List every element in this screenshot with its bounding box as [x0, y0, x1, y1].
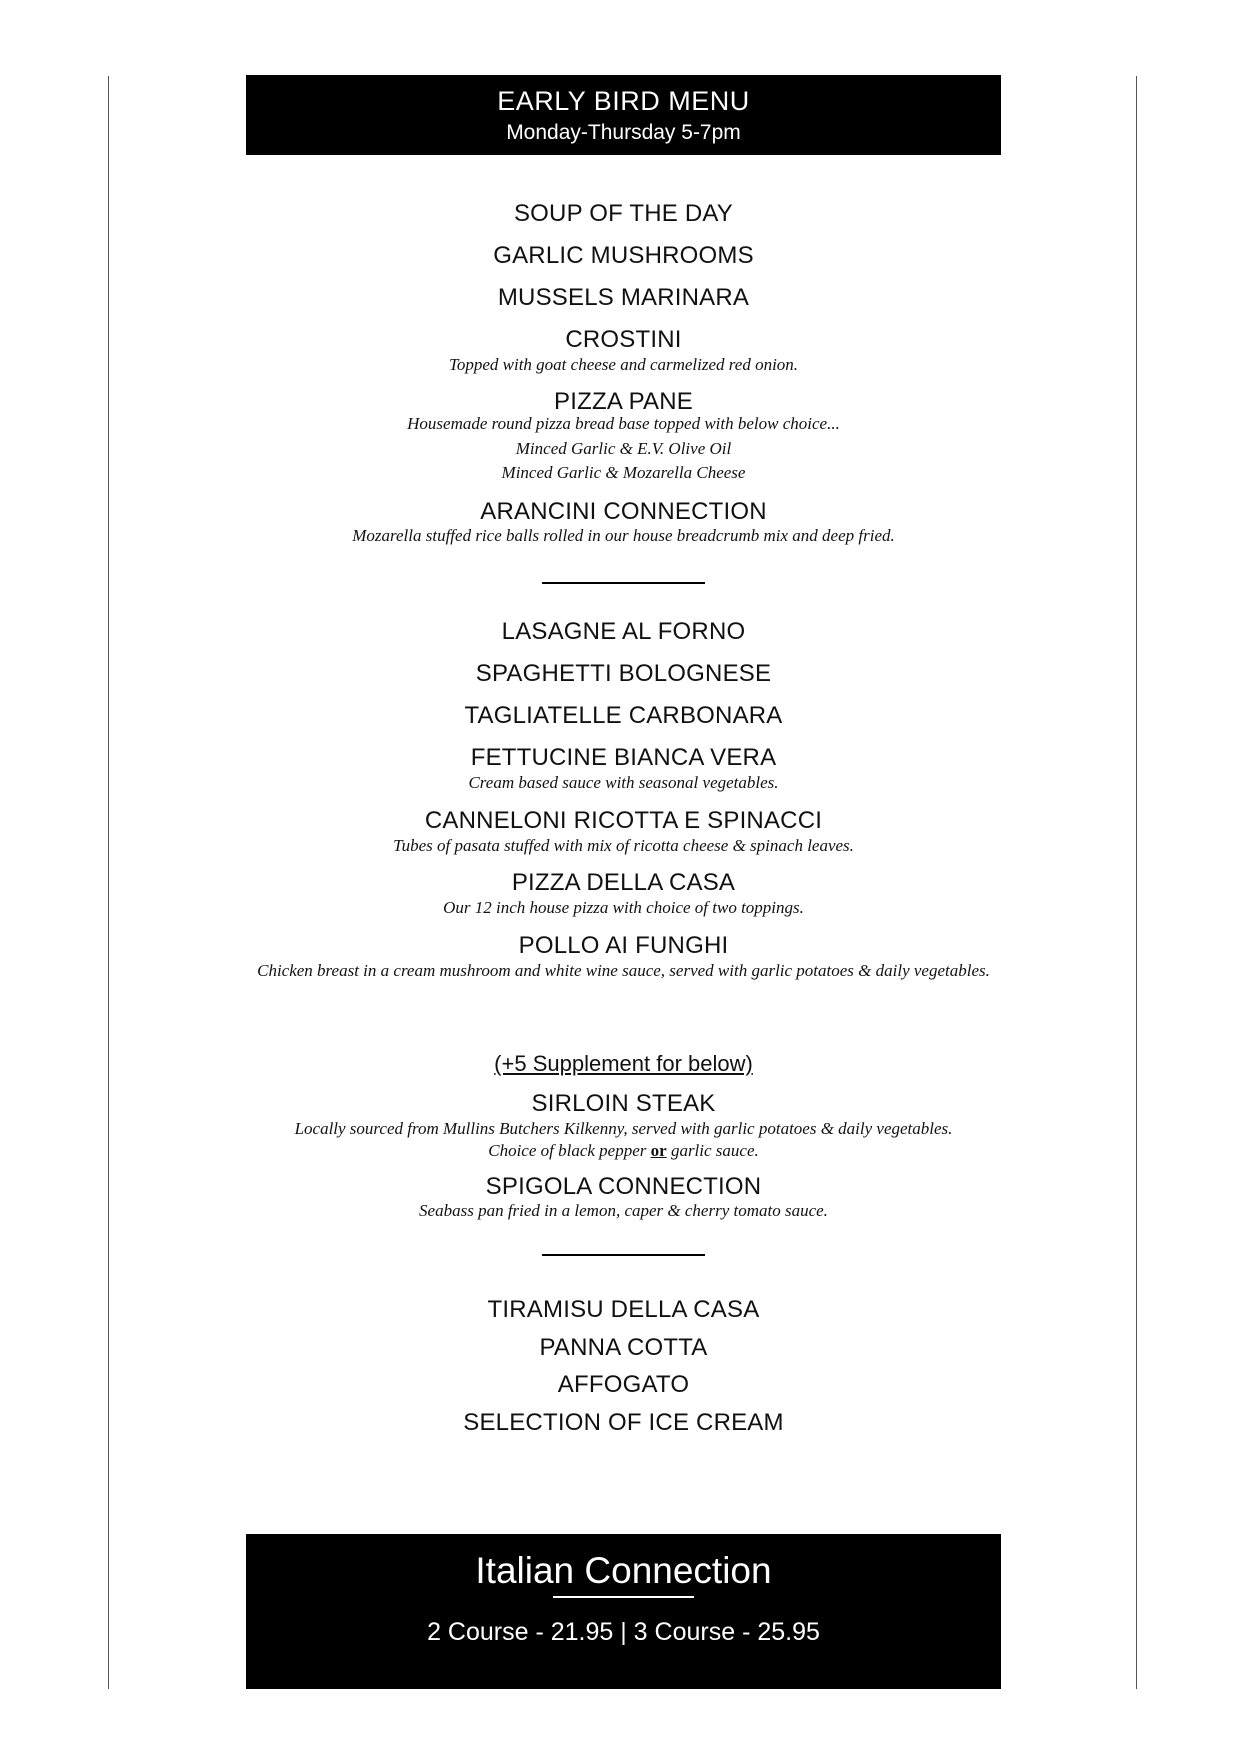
menu-hours: Monday-Thursday 5-7pm: [506, 121, 741, 144]
right-border-line: [1136, 76, 1137, 1689]
main-name: LASAGNE AL FORNO: [501, 618, 746, 645]
supplement-item-sauce-choice: Choice of black pepper or garlic sauce.: [488, 1141, 759, 1160]
supplement-item-name: SPIGOLA CONNECTION: [485, 1173, 762, 1200]
main-description: Chicken breast in a cream mushroom and white wine sauce, served with garlic potatoes & daily vegetables.: [257, 961, 990, 980]
dessert-name: PANNA COTTA: [539, 1334, 708, 1361]
course-prices: 2 Course - 21.95 | 3 Course - 25.95: [427, 1618, 820, 1646]
starter-name: GARLIC MUSHROOMS: [493, 242, 754, 269]
main-name: FETTUCINE BIANCA VERA: [470, 744, 777, 771]
main-description: Our 12 inch house pizza with choice of two toppings.: [443, 898, 804, 917]
left-border-line: [108, 76, 109, 1689]
dessert-name: SELECTION OF ICE CREAM: [463, 1409, 784, 1436]
menu-footer: [246, 1534, 1001, 1689]
section-divider: [542, 582, 705, 584]
main-name: POLLO AI FUNGHI: [518, 932, 729, 959]
starter-description: Mozarella stuffed rice balls rolled in our house breadcrumb mix and deep fried.: [352, 526, 895, 545]
starter-name: MUSSELS MARINARA: [497, 284, 750, 311]
starter-name: SOUP OF THE DAY: [513, 200, 734, 227]
main-name: TAGLIATELLE CARBONARA: [464, 702, 783, 729]
starter-description: Housemade round pizza bread base topped with below choice...: [407, 414, 840, 433]
supplement-item-name: SIRLOIN STEAK: [531, 1090, 716, 1117]
supplement-note: (+5 Supplement for below): [494, 1051, 753, 1076]
starter-option: Minced Garlic & E.V. Olive Oil: [515, 439, 732, 458]
supplement-item-description: Seabass pan fried in a lemon, caper & cherry tomato sauce.: [419, 1201, 828, 1220]
main-description: Tubes of pasata stuffed with mix of ricotta cheese & spinach leaves.: [393, 836, 854, 855]
brand-underline: [553, 1596, 694, 1598]
starter-name: PIZZA PANE: [554, 388, 693, 415]
supplement-item-description: Locally sourced from Mullins Butchers Kilkenny, served with garlic potatoes & daily vegetables.: [294, 1119, 953, 1138]
main-name: CANNELONI RICOTTA E SPINACCI: [424, 807, 823, 834]
menu-title: EARLY BIRD MENU: [497, 86, 750, 116]
starter-description: Topped with goat cheese and carmelized red onion.: [448, 355, 799, 374]
dessert-name: AFFOGATO: [557, 1371, 690, 1398]
dessert-name: TIRAMISU DELLA CASA: [487, 1296, 760, 1323]
starter-name: CROSTINI: [565, 326, 682, 353]
starter-name: ARANCINI CONNECTION: [480, 498, 767, 525]
main-name: PIZZA DELLA CASA: [511, 869, 736, 896]
starter-option: Minced Garlic & Mozarella Cheese: [501, 463, 746, 482]
main-name: SPAGHETTI BOLOGNESE: [475, 660, 772, 687]
main-description: Cream based sauce with seasonal vegetables.: [468, 773, 779, 792]
menu-header: [246, 75, 1001, 155]
section-divider: [542, 1254, 705, 1256]
restaurant-name: Italian Connection: [475, 1550, 772, 1591]
